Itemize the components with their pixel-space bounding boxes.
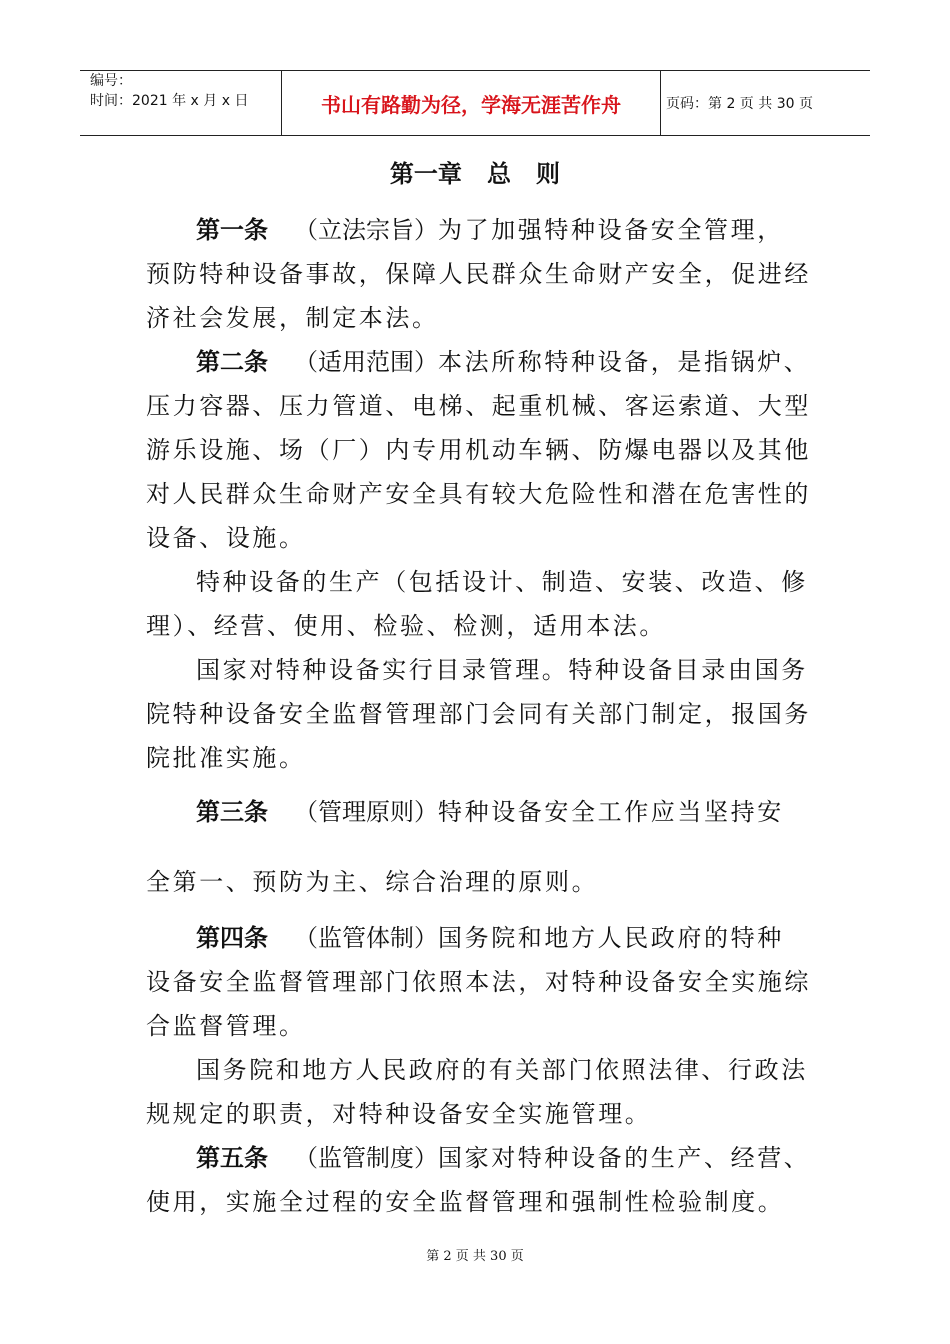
- page-footer: 第 2 页 共 30 页: [426, 1249, 524, 1264]
- article2-line2: 压力容器、压力管道、电梯、起重机械、客运索道、大型: [146, 392, 811, 420]
- article3-text1: 特种设备安全工作应当坚持安: [438, 798, 784, 826]
- article5-line1: [196, 1142, 810, 1174]
- article2-para2-line2: 理）、经营、使用、检验、检测，适用本法。: [146, 612, 666, 640]
- article2-line1: [196, 346, 810, 378]
- article5-head: 第五条: [196, 1144, 268, 1172]
- article1-head: 第一条: [196, 216, 268, 244]
- chapter-title: 第一章 总 则: [389, 160, 561, 188]
- article2-text1: 本法所称特种设备，是指锅炉、: [438, 348, 811, 376]
- article2-line4: 对人民群众生命财产安全具有较大危险性和潜在危害性的: [146, 480, 811, 508]
- article2-line3: 游乐设施、场（厂）内专用机动车辆、防爆电器以及其他: [146, 436, 811, 464]
- article2-para3-line2: 院特种设备安全监督管理部门会同有关部门制定，报国务: [146, 700, 811, 728]
- article2-line5: 设备、设施。: [146, 524, 306, 552]
- article3-note: （管理原则）: [294, 798, 438, 826]
- article1-line1: [196, 214, 784, 246]
- article2-para3-line1: 国家对特种设备实行目录管理。特种设备目录由国务: [196, 656, 808, 684]
- header-page-info: 页码：第 2 页 共 30 页: [666, 96, 813, 112]
- article4-head: 第四条: [196, 924, 268, 952]
- article1-line2: 预防特种设备事故，保障人民群众生命财产安全，促进经: [146, 260, 811, 288]
- time-label: 时间：2021 年 x 月 x 日: [90, 93, 249, 109]
- article5-note: （监管制度）: [294, 1144, 438, 1172]
- header-divider-right: [660, 70, 661, 135]
- article1-note: （立法宗旨）: [294, 216, 438, 244]
- header-motto: 书山有路勤为径，学海无涯苦作舟: [321, 93, 621, 117]
- article1-text1: 为了加强特种设备安全管理，: [438, 216, 784, 244]
- article3-head: 第三条: [196, 798, 268, 826]
- article1-line3: 济社会发展，制定本法。: [146, 304, 439, 332]
- article4-line1: [196, 922, 784, 954]
- header-bottom-rule: [80, 135, 870, 136]
- header-top-rule: [80, 70, 870, 71]
- article3-line1: [196, 796, 784, 828]
- article5-text1: 国家对特种设备的生产、经营、: [438, 1144, 811, 1172]
- article4-text1: 国务院和地方人民政府的特种: [438, 924, 784, 952]
- article2-note: （适用范围）: [294, 348, 438, 376]
- article2-head: 第二条: [196, 348, 268, 376]
- article5-line2: 使用，实施全过程的安全监督管理和强制性检验制度。: [146, 1188, 785, 1216]
- header-divider-left: [281, 70, 282, 135]
- article4-para2-line1: 国务院和地方人民政府的有关部门依照法律、行政法: [196, 1056, 808, 1084]
- article4-para2-line2: 规规定的职责，对特种设备安全实施管理。: [146, 1100, 652, 1128]
- article2-para2-line1: 特种设备的生产（包括设计、制造、安装、改造、修: [196, 568, 808, 596]
- article2-para3-line3: 院批准实施。: [146, 744, 306, 772]
- article4-note: （监管体制）: [294, 924, 438, 952]
- article4-line2: 设备安全监督管理部门依照本法，对特种设备安全实施综: [146, 968, 811, 996]
- article3-line2: 全第一、预防为主、综合治理的原则。: [146, 868, 599, 896]
- article4-line3: 合监督管理。: [146, 1012, 306, 1040]
- serial-label: 编号：: [90, 73, 132, 89]
